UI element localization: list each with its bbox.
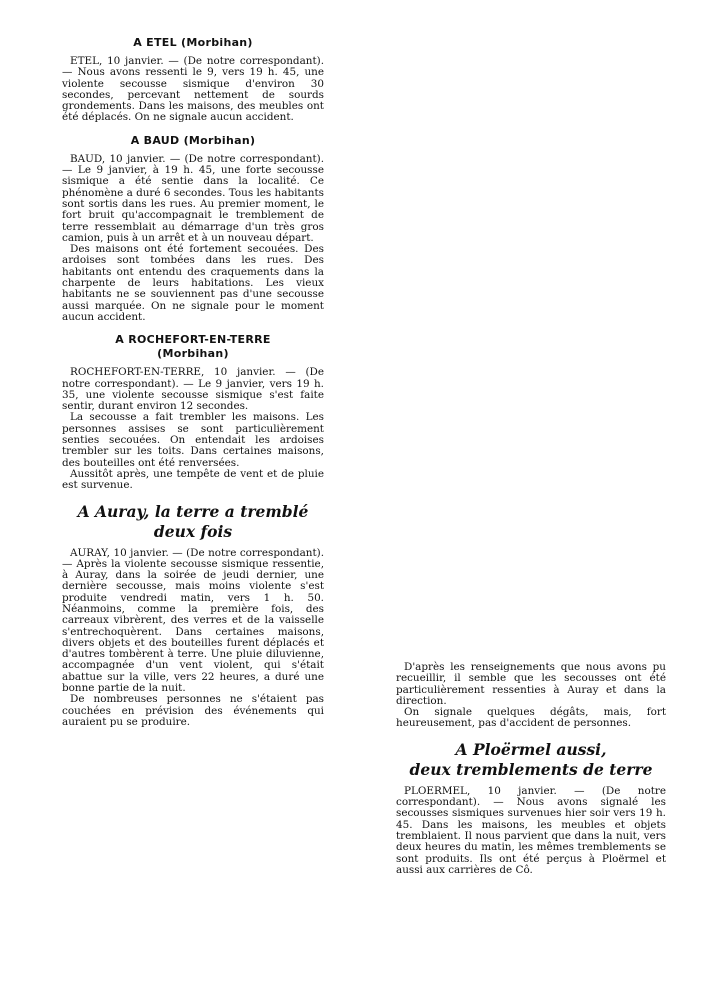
ploermel-headline-line-2: deux tremblements de terre bbox=[409, 759, 653, 779]
baud-dateline: A BAUD (Morbihan) bbox=[130, 133, 256, 147]
rochefort-paragraph-3: Aussitôt après, une tempête de vent et de pluie est survenue. bbox=[62, 467, 324, 492]
baud-paragraph-1: BAUD, 10 janvier. — (De notre correspondant). — Le 9 janvier, à 19 h. 45, une forte secousse sismique a été sentie dans la localité. Ce phénomène a duré 6 secondes. Tous les habitants sont sortis dans les rues. Au premier moment, le fort bruit qu'accompagnait le tremblement de terre ressemblait au démarrage d'un très gros camion, puis à un arrêt et à un nouveau départ. bbox=[62, 152, 324, 244]
left-column bbox=[62, 36, 324, 728]
auray-paragraph-2: De nombreuses personnes ne s'étaient pas couchées en prévision des événements qui auraient pu se produire. bbox=[62, 693, 324, 728]
baud-paragraph-2: Des maisons ont été fortement secouées. Des ardoises sont tombées dans les rues. Des habitants ont entendu des craquements dans la charpente de leurs habitations. Les vieux habitants ne se souviennent pas d'une secousse aussi marquée. On ne signale pour le moment aucun accident. bbox=[62, 243, 324, 323]
rochefort-subtitle: (Morbihan) bbox=[157, 347, 229, 361]
rochefort-paragraph-1: ROCHEFORT-EN-TERRE, 10 janvier. — (De notre correspondant). — Le 9 janvier, vers 19 h. 35, une violente secousse sismique s'est faite sentir, durant environ 12 secondes. bbox=[62, 366, 324, 413]
rochefort-paragraph-2: La secousse a fait trembler les maisons. Les personnes assises se sont particulièrement senties secouées. On entendait les ardoises trembler sur les toits. Dans certaines maisons, des bouteilles ont été renversées. bbox=[62, 411, 324, 469]
rochefort-dateline bbox=[62, 333, 324, 361]
renseignements-paragraph-2: On signale quelques dégâts, mais, fort heureusement, pas d'accident de personnes. bbox=[396, 706, 666, 730]
auray-headline-line-2: deux fois bbox=[153, 521, 233, 541]
renseignements-paragraph-1: D'après les renseignements que nous avons pu recueillir, il semble que les secousses ont été particulièrement ressenties à Auray et dans la direction. bbox=[396, 661, 666, 707]
auray-headline-line-1: A Auray, la terre a tremblé bbox=[77, 501, 309, 521]
auray-paragraph-1: AURAY, 10 janvier. — (De notre correspondant). — Après la violente secousse sismique ressentie, à Auray, dans la soirée de jeudi dernier, une dernière secousse, mais moins violente s'est produite vendredi matin, vers 1 h. 50. Néanmoins, comme la première fois, des carreaux vibrèrent, des verres et de la vaisselle s'entrechoquèrent. Dans certaines maisons, divers objets et des bouteilles furent déplacés et d'autres tombèrent à terre. Une pluie diluvienne, accompagnée d'un vent violent, qui s'était abattue sur la ville, vers 22 heures, a duré une bonne partie de la nuit. bbox=[62, 546, 324, 695]
right-column bbox=[396, 662, 666, 876]
etel-article: ETEL, 10 janvier. — (De notre correspondant). — Nous avons ressenti le 9, vers 19 h. 45, une violente secousse sismique d'environ 30 secondes, percevant nettement de sourds grondements. Dans les maisons, des meubles ont été déplacés. On ne signale aucun accident. bbox=[62, 55, 324, 124]
etel-dateline: A ETEL (Morbihan) bbox=[133, 36, 253, 49]
ploermel-headline-line-1: A Ploërmel aussi, bbox=[455, 739, 607, 759]
rochefort-title: A ROCHEFORT-EN-TERRE bbox=[115, 333, 271, 347]
ploermel-paragraph-1: PLOERMEL, 10 janvier. — (De notre correspondant). — Nous avons signalé les secousses sismiques survenues hier soir vers 19 h. 45. Dans les maisons, les meubles et objets tremblaient. Il nous parvient que dans la nuit, vers deux heures du matin, les mêmes tremblements se sont produits. Ils ont été perçus à Ploërmel et aussi aux carrières de Cô. bbox=[396, 784, 666, 876]
